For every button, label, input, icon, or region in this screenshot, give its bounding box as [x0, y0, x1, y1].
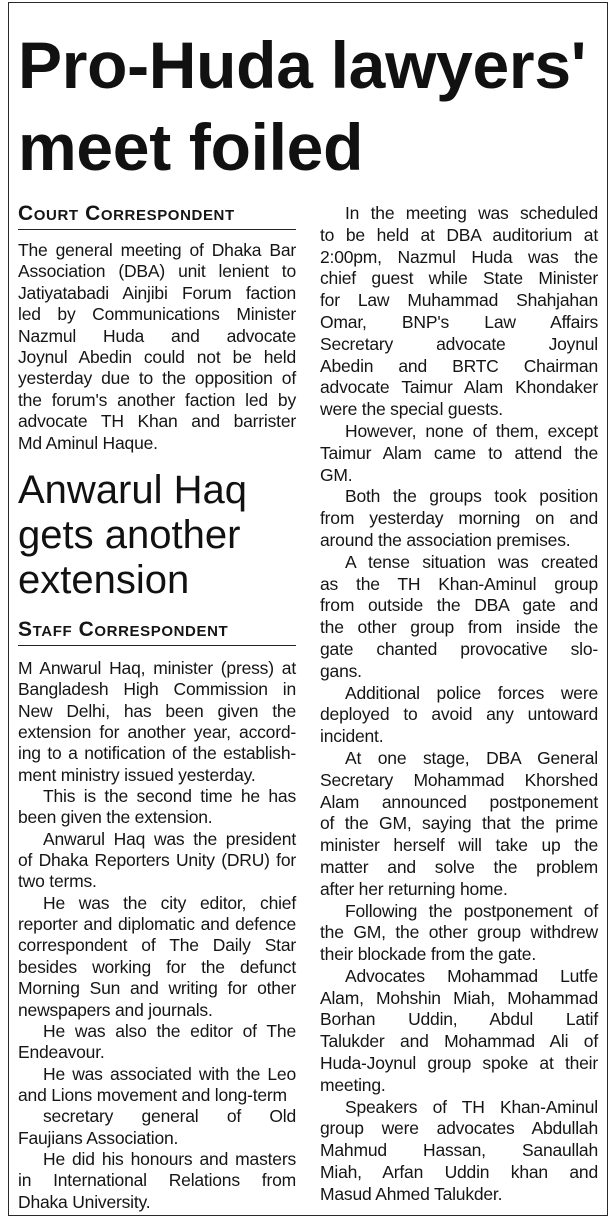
text-line: extension for another year, accord-	[18, 722, 296, 743]
text-line: Additional police forces were	[345, 682, 598, 703]
paragraph	[18, 1064, 296, 1107]
paragraph	[18, 786, 296, 829]
text-line: This is the second time he has	[43, 786, 296, 807]
text-line: gans.	[320, 660, 362, 681]
text-line: matter and solve the problem	[320, 856, 598, 877]
paragraph	[320, 421, 598, 486]
paragraph	[18, 829, 296, 893]
text-line: In the meeting was scheduled	[345, 203, 598, 223]
text-line: group were advocates Abdullah	[320, 1118, 598, 1139]
text-line: in International Relations from	[18, 1170, 296, 1191]
text-line: Morning Sun and writing for other	[18, 978, 296, 999]
text-line: He was the city editor, chief	[43, 892, 296, 913]
text-line: for Law Muhammad Shahjahan	[320, 290, 598, 311]
paragraph	[320, 901, 598, 966]
text-line: Following the postponement of	[345, 900, 598, 921]
text-line: ing to a notification of the establish-	[18, 743, 296, 764]
main-headline-line-1: Pro-Huda lawyers'	[18, 28, 587, 102]
text-line: as the TH Khan-Aminul group	[320, 573, 598, 594]
text-line: Huda-Joynul group spoke at their	[320, 1053, 598, 1074]
text-line: led by Communications Minister	[18, 304, 296, 325]
text-line: correspondent of The Daily Star	[18, 935, 296, 956]
text-line: Speakers of TH Khan-Aminul	[345, 1096, 598, 1117]
byline-staff-correspondent: Staff Correspondent	[18, 619, 296, 646]
text-line: gate chanted provocative slo-	[320, 638, 598, 659]
paragraph	[18, 1021, 296, 1064]
text-line: meeting.	[320, 1074, 386, 1095]
text-line: Secretary Mohammad Khorshed	[320, 769, 598, 790]
paragraph	[18, 240, 296, 454]
paragraph	[320, 1097, 598, 1206]
text-line: Both the groups took position	[345, 486, 598, 507]
text-line: Md Aminul Haque.	[18, 432, 158, 453]
text-line: GM.	[320, 464, 353, 485]
text-line: from yesterday morning on and	[320, 508, 598, 529]
secondary-headline-line-1: Anwarul Haq	[18, 468, 248, 512]
text-line: chief guest while State Minister	[320, 268, 598, 289]
paragraph	[320, 683, 598, 748]
text-line: Taimur Alam came to attend the	[320, 442, 598, 463]
text-line: Endeavour.	[18, 1042, 105, 1063]
secondary-headline	[18, 468, 296, 603]
main-headline-line-2: meet foiled	[18, 110, 364, 184]
text-line: from outside the DBA gate and	[320, 595, 598, 616]
text-line: Anwarul Haq was the president	[43, 828, 296, 849]
paragraph	[18, 1106, 296, 1149]
text-line: the other group from inside the	[320, 617, 598, 638]
text-line: to be held at DBA auditorium at	[320, 224, 598, 245]
paragraph	[18, 658, 296, 786]
text-line: The general meeting of Dhaka Bar	[18, 240, 296, 260]
paragraph	[320, 552, 598, 683]
text-line: their blockade from the gate.	[320, 944, 536, 965]
text-line: He was also the editor of The	[43, 1020, 296, 1041]
text-line: minister herself will take up the	[320, 835, 598, 856]
lawyers-article-continued	[320, 203, 598, 1206]
secondary-headline-line-2: gets another	[18, 513, 241, 557]
text-line: Talukder and Mohammad Ali of	[320, 1031, 598, 1052]
text-line: ment ministry issued yesterday.	[18, 764, 256, 785]
text-line: Jatiyatabadi Ainjibi Forum faction	[18, 282, 296, 303]
paragraph	[18, 893, 296, 1021]
text-line: Miah, Arfan Uddin khan and	[320, 1162, 598, 1183]
text-line: Faujians Association.	[18, 1127, 179, 1148]
text-line: were the special guests.	[320, 399, 503, 420]
text-line: incident.	[320, 726, 384, 747]
lawyers-article-intro	[18, 240, 296, 454]
text-line: and Lions movement and long-term	[18, 1084, 287, 1105]
text-line: A tense situation was created	[345, 551, 598, 572]
text-line: after her returning home.	[320, 878, 508, 899]
text-line: However, none of them, except	[345, 420, 598, 441]
text-line: reporter and diplomatic and defence	[18, 914, 296, 935]
text-line: of Dhaka Reporters Unity (DRU) for	[18, 850, 296, 871]
text-line: Bangladesh High Commission in	[18, 679, 296, 700]
text-line: been given the extension.	[18, 807, 213, 828]
text-line: Borhan Uddin, Abdul Latif	[320, 1009, 598, 1030]
text-line: the forum's another faction led by	[18, 389, 296, 410]
text-line: He did his honours and masters	[43, 1148, 296, 1169]
text-line: Abedin and BRTC Chairman	[320, 355, 598, 376]
paragraph	[320, 486, 598, 551]
text-line: He was associated with the Leo	[43, 1063, 296, 1084]
paragraph	[320, 203, 598, 421]
text-line: around the association premises.	[320, 529, 571, 550]
text-line: At one stage, DBA General	[345, 747, 598, 768]
text-line: of the GM, saying that the prime	[320, 813, 598, 834]
text-line: the GM, the other group withdrew	[320, 922, 598, 943]
text-line: M Anwarul Haq, minister (press) at	[18, 658, 296, 678]
paragraph	[320, 966, 598, 1097]
text-line: two terms.	[18, 871, 97, 892]
text-line: deployed to avoid any untoward	[320, 704, 598, 725]
text-line: Mahmud Hassan, Sanaullah	[320, 1140, 598, 1161]
text-line: New Delhi, has been given the	[18, 700, 296, 721]
text-line: Nazmul Huda and advocate	[18, 325, 296, 346]
anwarul-article-body	[18, 658, 296, 1213]
text-line: advocate TH Khan and barrister	[18, 411, 296, 432]
paragraph	[18, 1149, 296, 1213]
text-line: Alam, Mohshin Miah, Mohammad	[320, 987, 598, 1008]
text-line: Advocates Mohammad Lutfe	[345, 965, 598, 986]
text-line: 2:00pm, Nazmul Huda was the	[320, 246, 598, 267]
paragraph	[320, 748, 598, 901]
text-line: Association (DBA) unit lenient to	[18, 261, 296, 282]
text-line: besides working for the defunct	[18, 956, 296, 977]
secondary-headline-line-3: extension	[18, 558, 190, 602]
text-line: Dhaka University.	[18, 1191, 151, 1212]
text-line: secretary general of Old	[43, 1106, 296, 1127]
byline-court-correspondent: Court Correspondent	[18, 203, 296, 230]
text-line: Alam announced postponement	[320, 791, 598, 812]
text-line: newspapers and journals.	[18, 999, 213, 1020]
text-line: Joynul Abedin could not be held	[18, 347, 296, 368]
text-line: Omar, BNP's Law Affairs	[320, 311, 598, 332]
text-line: Masud Ahmed Talukder.	[320, 1183, 503, 1204]
text-line: advocate Taimur Alam Khondaker	[320, 377, 598, 398]
main-headline	[18, 24, 606, 188]
text-line: yesterday due to the opposition of	[18, 368, 296, 389]
text-line: Secretary advocate Joynul	[320, 333, 598, 354]
